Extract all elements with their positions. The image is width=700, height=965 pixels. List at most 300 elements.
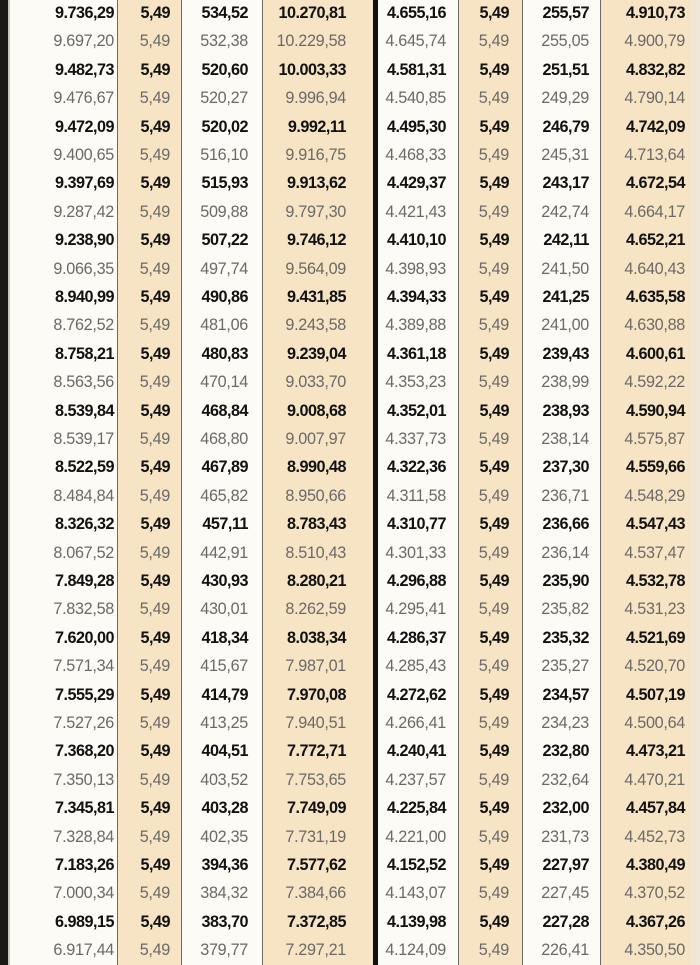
table-row — [0, 851, 700, 879]
table-cell: 9.472,09 — [54, 117, 114, 136]
table-cell: 480,83 — [201, 344, 248, 363]
table-cell: 7.571,34 — [53, 657, 114, 676]
table-cell: 9.397,69 — [54, 174, 114, 193]
table-cell: 4.832,82 — [625, 60, 685, 79]
table-cell: 234,57 — [542, 685, 589, 704]
table-cell: 7.183,26 — [54, 856, 114, 874]
table-cell: 5,49 — [140, 742, 170, 761]
table-cell: 4.664,17 — [624, 202, 685, 221]
table-cell: 5,49 — [139, 600, 170, 619]
table-cell: 255,57 — [542, 4, 589, 22]
table-cell: 403,28 — [201, 799, 248, 818]
table-cell: 5,49 — [139, 714, 170, 732]
table-cell: 243,17 — [542, 174, 589, 193]
table-cell: 5,49 — [479, 60, 509, 79]
table-cell: 5,49 — [478, 941, 509, 960]
table-cell: 232,80 — [542, 742, 589, 761]
table-cell: 4.575,87 — [624, 430, 685, 448]
table-cell: 4.380,49 — [625, 856, 685, 874]
table-cell: 8.038,34 — [286, 628, 346, 647]
table-cell: 236,14 — [541, 543, 589, 562]
table-cell: 5,49 — [140, 60, 170, 79]
table-row — [0, 56, 700, 84]
table-cell: 5,49 — [140, 4, 170, 22]
table-row — [0, 0, 700, 27]
table-cell: 5,49 — [140, 174, 170, 193]
table-cell: 4.521,69 — [625, 628, 685, 647]
table-cell: 4.272,62 — [386, 685, 446, 704]
table-row — [0, 539, 700, 567]
table-cell: 5,49 — [479, 288, 509, 306]
table-cell: 8.940,99 — [54, 288, 114, 306]
table-cell: 5,49 — [478, 714, 509, 732]
table-cell: 5,49 — [140, 117, 170, 136]
table-cell: 490,86 — [201, 288, 248, 306]
table-cell: 4.337,73 — [385, 430, 446, 448]
table-cell: 8.280,21 — [286, 572, 346, 590]
table-cell: 9.243,58 — [285, 316, 346, 335]
table-row — [0, 368, 700, 396]
table-cell: 10.270,81 — [278, 4, 346, 22]
table-cell: 4.540,85 — [385, 89, 446, 108]
table-cell: 4.581,31 — [386, 60, 446, 79]
table-cell: 10.229,58 — [276, 32, 346, 51]
table-cell: 4.310,77 — [386, 515, 446, 534]
table-cell: 7.772,71 — [286, 742, 346, 761]
table-cell: 383,70 — [201, 912, 248, 931]
table-cell: 5,49 — [479, 799, 509, 818]
table-row — [0, 624, 700, 652]
table-cell: 5,49 — [139, 430, 170, 448]
table-cell: 5,49 — [139, 202, 170, 221]
table-row — [0, 595, 700, 623]
table-cell: 5,49 — [478, 202, 509, 221]
table-cell: 235,32 — [542, 628, 589, 647]
table-cell: 5,49 — [139, 543, 170, 562]
table-cell: 4.352,01 — [386, 401, 446, 420]
table-cell: 7.350,13 — [53, 770, 114, 789]
table-cell: 5,49 — [139, 657, 170, 676]
table-cell: 251,51 — [542, 60, 589, 79]
table-cell: 9.564,09 — [285, 259, 346, 278]
table-cell: 9.007,97 — [285, 430, 346, 448]
table-cell: 8.510,43 — [285, 543, 346, 562]
table-cell: 9.797,30 — [285, 202, 346, 221]
table-cell: 249,29 — [541, 89, 589, 108]
table-cell: 457,11 — [202, 515, 248, 534]
table-cell: 8.539,17 — [53, 430, 114, 448]
table-cell: 234,23 — [541, 714, 589, 732]
table-cell: 227,28 — [542, 912, 589, 931]
table-cell: 7.372,85 — [286, 912, 346, 931]
table-cell: 4.410,10 — [386, 231, 446, 250]
table-cell: 5,49 — [479, 174, 509, 193]
table-cell: 9.996,94 — [285, 89, 346, 108]
table-cell: 4.398,93 — [385, 259, 446, 278]
table-cell: 5,49 — [478, 373, 509, 392]
table-cell: 4.507,19 — [625, 685, 685, 704]
table-cell: 9.008,68 — [286, 401, 346, 420]
table-cell: 4.900,79 — [624, 32, 685, 51]
table-cell: 4.600,61 — [625, 344, 685, 363]
table-cell: 242,11 — [543, 231, 589, 250]
table-cell: 404,51 — [201, 742, 248, 761]
table-cell: 5,49 — [140, 288, 170, 306]
table-cell: 520,60 — [201, 60, 248, 79]
table-cell: 9.239,04 — [286, 344, 346, 363]
table-cell: 379,77 — [200, 941, 248, 960]
table-cell: 4.590,94 — [625, 401, 685, 420]
table-cell: 8.484,84 — [53, 486, 114, 505]
table-cell: 4.473,21 — [625, 742, 685, 761]
table-cell: 7.555,29 — [54, 685, 114, 704]
table-cell: 4.790,14 — [624, 89, 685, 108]
table-cell: 507,22 — [201, 231, 248, 250]
table-cell: 468,84 — [201, 401, 248, 420]
table-cell: 7.749,09 — [286, 799, 346, 818]
table-cell: 5,49 — [478, 259, 509, 278]
table-row — [0, 709, 700, 737]
table-cell: 5,49 — [140, 799, 170, 818]
table-cell: 5,49 — [140, 912, 170, 931]
table-cell: 4.470,21 — [624, 770, 685, 789]
table-cell: 9.913,62 — [286, 174, 346, 193]
table-cell: 4.652,21 — [625, 231, 685, 250]
table-cell: 5,49 — [140, 458, 170, 477]
table-cell: 7.832,58 — [53, 600, 114, 619]
table-cell: 5,49 — [479, 856, 509, 874]
table-cell: 4.592,22 — [624, 373, 685, 392]
table-cell: 7.000,34 — [53, 884, 114, 903]
table-cell: 245,31 — [541, 146, 589, 164]
table-cell: 4.910,73 — [625, 4, 685, 22]
table-cell: 238,14 — [541, 430, 589, 448]
table-cell: 7.345,81 — [54, 799, 114, 818]
table-cell: 5,49 — [139, 770, 170, 789]
table-row — [0, 425, 700, 453]
table-cell: 5,49 — [140, 628, 170, 647]
table-row — [0, 283, 700, 311]
table-row — [0, 255, 700, 283]
table-cell: 5,49 — [139, 373, 170, 392]
table-cell: 235,82 — [541, 600, 589, 619]
table-cell: 7.527,26 — [53, 714, 114, 732]
table-cell: 8.762,52 — [53, 316, 114, 335]
table-cell: 9.482,73 — [54, 60, 114, 79]
table-cell: 5,49 — [139, 316, 170, 335]
table-cell: 235,90 — [542, 572, 589, 590]
table-cell: 8.758,21 — [54, 344, 114, 363]
table-cell: 236,66 — [542, 515, 589, 534]
table-cell: 5,49 — [479, 742, 509, 761]
table-cell: 7.384,66 — [285, 884, 346, 903]
table-cell: 241,25 — [542, 288, 589, 306]
table-cell: 5,49 — [478, 316, 509, 335]
table-cell: 10.003,33 — [278, 60, 346, 79]
table-cell: 515,93 — [201, 174, 248, 193]
table-cell: 5,49 — [479, 515, 509, 534]
table-cell: 4.124,09 — [385, 941, 446, 960]
table-row — [0, 113, 700, 141]
table-cell: 7.731,19 — [285, 827, 346, 846]
table-cell: 5,49 — [139, 884, 170, 903]
table-cell: 5,49 — [479, 231, 509, 250]
table-cell: 227,97 — [542, 856, 589, 874]
table-cell: 5,49 — [478, 657, 509, 676]
table-cell: 5,49 — [478, 770, 509, 789]
table-row — [0, 340, 700, 368]
table-cell: 239,43 — [542, 344, 589, 363]
table-row — [0, 823, 700, 851]
table-cell: 532,38 — [200, 32, 248, 51]
table-cell: 5,49 — [479, 4, 509, 22]
table-cell: 5,49 — [139, 941, 170, 960]
table-cell: 9.287,42 — [53, 202, 114, 221]
table-cell: 7.753,65 — [285, 770, 346, 789]
table-cell: 241,00 — [541, 316, 589, 335]
table-cell: 9.746,12 — [286, 231, 346, 250]
table-cell: 5,49 — [140, 572, 170, 590]
table-cell: 4.350,50 — [624, 941, 685, 960]
table-cell: 5,49 — [139, 827, 170, 846]
table-cell: 5,49 — [478, 600, 509, 619]
table-row — [0, 397, 700, 425]
table-cell: 465,82 — [200, 486, 248, 505]
table-cell: 4.221,00 — [385, 827, 446, 846]
table-row — [0, 567, 700, 595]
table-cell: 415,67 — [200, 657, 248, 676]
table-cell: 5,49 — [479, 628, 509, 647]
table-cell: 516,10 — [200, 146, 248, 164]
table-cell: 5,49 — [140, 856, 170, 874]
table-cell: 497,74 — [200, 259, 248, 278]
table-cell: 413,25 — [200, 714, 248, 732]
table-cell: 5,49 — [140, 401, 170, 420]
table-cell: 232,00 — [542, 799, 589, 818]
table-cell: 8.262,59 — [285, 600, 346, 619]
table-cell: 5,49 — [139, 486, 170, 505]
table-cell: 5,49 — [478, 486, 509, 505]
table-cell: 7.328,84 — [53, 827, 114, 846]
table-cell: 5,49 — [479, 572, 509, 590]
table-cell: 227,45 — [541, 884, 589, 903]
table-cell: 520,02 — [201, 117, 248, 136]
table-cell: 255,05 — [541, 32, 589, 51]
table-cell: 4.531,23 — [624, 600, 685, 619]
table-cell: 235,27 — [541, 657, 589, 676]
table-cell: 5,49 — [479, 458, 509, 477]
table-row — [0, 908, 700, 936]
table-row — [0, 766, 700, 794]
table-cell: 5,49 — [479, 344, 509, 363]
table-cell: 4.143,07 — [385, 884, 446, 903]
table-cell: 8.783,43 — [286, 515, 346, 534]
table-cell: 4.429,37 — [386, 174, 446, 193]
table-cell: 9.916,75 — [285, 146, 346, 164]
table-cell: 231,73 — [541, 827, 589, 846]
table-cell: 8.563,56 — [53, 373, 114, 392]
table-cell: 9.476,67 — [53, 89, 114, 108]
table-cell: 226,41 — [541, 941, 589, 960]
table-row — [0, 169, 700, 197]
table-cell: 402,35 — [200, 827, 248, 846]
table-cell: 8.522,59 — [54, 458, 114, 477]
table-cell: 430,01 — [200, 600, 248, 619]
table-cell: 242,74 — [541, 202, 589, 221]
table-cell: 7.970,08 — [286, 685, 346, 704]
table-cell: 509,88 — [200, 202, 248, 221]
table-cell: 5,49 — [478, 146, 509, 164]
table-cell: 4.537,47 — [624, 543, 685, 562]
table-cell: 4.285,43 — [385, 657, 446, 676]
table-cell: 5,49 — [139, 32, 170, 51]
table-row — [0, 226, 700, 254]
table-cell: 5,49 — [140, 685, 170, 704]
table-row — [0, 482, 700, 510]
table-cell: 534,52 — [201, 4, 248, 22]
table-cell: 5,49 — [140, 231, 170, 250]
table-cell: 4.361,18 — [386, 344, 446, 363]
table-cell: 241,50 — [541, 259, 589, 278]
table-cell: 4.640,43 — [624, 259, 685, 278]
table-cell: 5,49 — [479, 685, 509, 704]
table-cell: 5,49 — [478, 32, 509, 51]
table-cell: 4.655,16 — [386, 4, 446, 22]
table-cell: 4.520,70 — [624, 657, 685, 676]
table-cell: 4.322,36 — [386, 458, 446, 477]
table-cell: 468,80 — [200, 430, 248, 448]
table-cell: 4.353,23 — [385, 373, 446, 392]
table-cell: 9.697,20 — [53, 32, 114, 51]
table-row — [0, 681, 700, 709]
table-cell: 7.849,28 — [54, 572, 114, 590]
table-cell: 4.295,41 — [385, 600, 446, 619]
table-cell: 7.297,21 — [285, 941, 346, 960]
table-cell: 4.367,26 — [625, 912, 685, 931]
table-cell: 5,49 — [479, 401, 509, 420]
table-cell: 4.672,54 — [625, 174, 685, 193]
table-cell: 4.240,41 — [386, 742, 446, 761]
table-cell: 4.713,64 — [624, 146, 685, 164]
table-cell: 4.548,29 — [624, 486, 685, 505]
table-cell: 7.987,01 — [285, 657, 346, 676]
table-cell: 7.940,51 — [285, 714, 346, 732]
table-row — [0, 84, 700, 112]
table-cell: 5,49 — [479, 117, 509, 136]
table-cell: 4.311,58 — [386, 486, 446, 505]
table-cell: 6.989,15 — [54, 912, 114, 931]
table-cell: 4.389,88 — [385, 316, 446, 335]
table-row — [0, 936, 700, 964]
table-cell: 5,49 — [478, 543, 509, 562]
table-cell: 4.457,84 — [625, 799, 685, 818]
table-cell: 4.421,43 — [385, 202, 446, 221]
table-cell: 8.326,32 — [54, 515, 114, 534]
table-cell: 4.237,57 — [385, 770, 446, 789]
table-cell: 9.431,85 — [286, 288, 346, 306]
table-cell: 4.296,88 — [386, 572, 446, 590]
table-cell: 8.950,66 — [285, 486, 346, 505]
table-row — [0, 198, 700, 226]
table-cell: 5,49 — [139, 89, 170, 108]
table-cell: 4.559,66 — [625, 458, 685, 477]
table-cell: 7.368,20 — [54, 742, 114, 761]
table-cell: 238,99 — [541, 373, 589, 392]
table-cell: 5,49 — [478, 884, 509, 903]
table-cell: 430,93 — [201, 572, 248, 590]
table-row — [0, 879, 700, 907]
table-cell: 237,30 — [542, 458, 589, 477]
table-row — [0, 141, 700, 169]
table-row — [0, 652, 700, 680]
table-cell: 4.495,30 — [386, 117, 446, 136]
table-cell: 5,49 — [140, 344, 170, 363]
table-cell: 5,49 — [478, 827, 509, 846]
table-cell: 4.645,74 — [385, 32, 446, 51]
table-cell: 4.225,84 — [386, 799, 446, 818]
table-cell: 9.066,35 — [53, 259, 114, 278]
table-cell: 4.286,37 — [386, 628, 446, 647]
table-cell: 246,79 — [542, 117, 589, 136]
table-cell: 418,34 — [201, 628, 248, 647]
table-cell: 7.620,00 — [54, 628, 114, 647]
table-row — [0, 27, 700, 55]
table-cell: 4.630,88 — [624, 316, 685, 335]
table-cell: 9.238,90 — [54, 231, 114, 250]
table-row — [0, 510, 700, 538]
table-cell: 481,06 — [200, 316, 248, 335]
table-cell: 9.992,11 — [287, 117, 346, 136]
table-cell: 232,64 — [541, 770, 589, 789]
table-row — [0, 794, 700, 822]
table-cell: 4.547,43 — [625, 515, 685, 534]
table-cell: 236,71 — [541, 486, 589, 505]
table-cell: 520,27 — [200, 89, 248, 108]
table-cell: 238,93 — [542, 401, 589, 420]
table-cell: 4.370,52 — [624, 884, 685, 903]
table-cell: 4.500,64 — [624, 714, 685, 732]
table-cell: 8.539,84 — [54, 401, 114, 420]
table-cell: 4.152,52 — [386, 856, 446, 874]
table-cell: 4.301,33 — [385, 543, 446, 562]
table-cell: 470,14 — [200, 373, 248, 392]
table-cell: 4.635,58 — [625, 288, 685, 306]
table-cell: 467,89 — [201, 458, 248, 477]
table-cell: 403,52 — [200, 770, 248, 789]
table-cell: 8.990,48 — [286, 458, 346, 477]
table-cell: 384,32 — [200, 884, 248, 903]
table-cell: 5,49 — [139, 146, 170, 164]
table-cell: 5,49 — [479, 912, 509, 931]
table-row — [0, 311, 700, 339]
table-cell: 4.452,73 — [624, 827, 685, 846]
table-cell: 9.736,29 — [54, 4, 114, 22]
table-cell: 9.400,65 — [53, 146, 114, 164]
table-cell: 394,36 — [201, 856, 248, 874]
table-cell: 5,49 — [478, 89, 509, 108]
table-cell: 442,91 — [200, 543, 248, 562]
table-row — [0, 737, 700, 765]
table-cell: 8.067,52 — [53, 543, 114, 562]
table-cell: 4.266,41 — [385, 714, 446, 732]
table-cell: 6.917,44 — [53, 941, 114, 960]
table-cell: 4.532,78 — [625, 572, 685, 590]
table-cell: 4.139,98 — [386, 912, 446, 931]
table-cell: 4.742,09 — [625, 117, 685, 136]
table-cell: 5,49 — [139, 259, 170, 278]
table-cell: 7.577,62 — [286, 856, 346, 874]
table-cell: 414,79 — [201, 685, 248, 704]
